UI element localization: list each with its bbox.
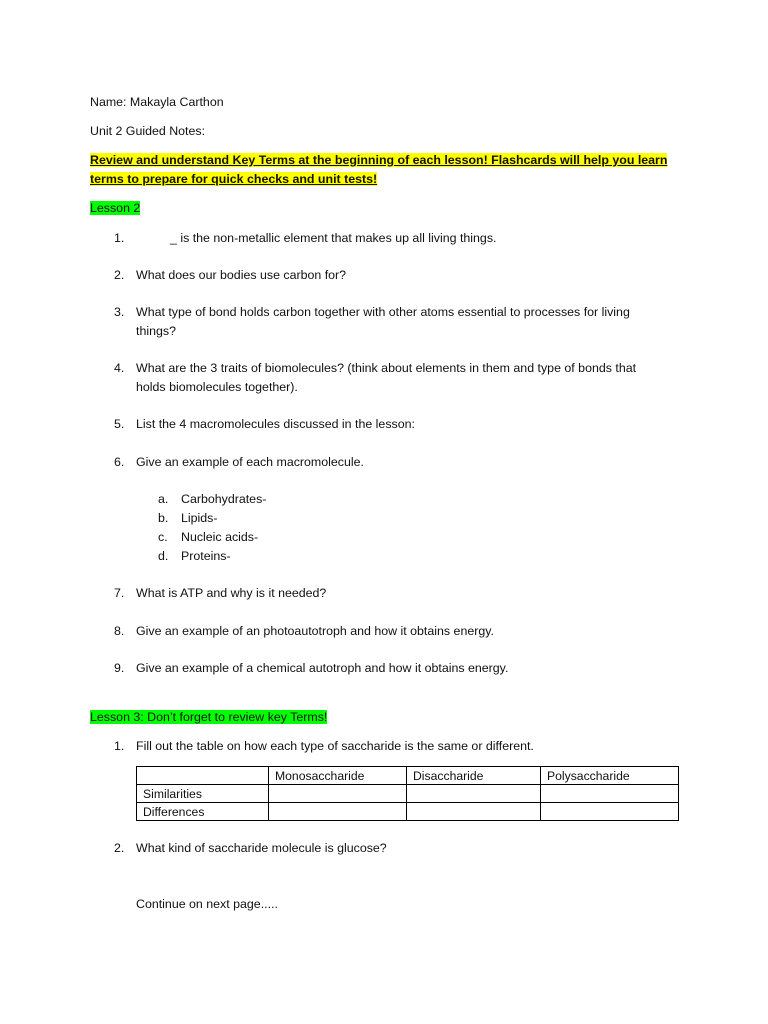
sub-item-carbohydrates: a. Carbohydrates- <box>158 492 267 506</box>
table-cell[interactable] <box>269 785 407 803</box>
lesson-2-heading: Lesson 2 <box>90 201 141 215</box>
table-row-label: Similarities <box>137 785 269 803</box>
table-cell[interactable] <box>541 785 679 803</box>
table-row <box>137 803 679 821</box>
sub-item-lipids: b. Lipids- <box>158 511 218 525</box>
table-header-cell: Disaccharide <box>407 767 541 785</box>
review-note-line-2: terms to prepare for quick checks and unit tests! <box>90 172 378 186</box>
table-header-cell: Monosaccharide <box>269 767 407 785</box>
table-cell[interactable] <box>269 803 407 821</box>
continue-note: Continue on next page..... <box>136 897 278 911</box>
unit-title: Unit 2 Guided Notes: <box>90 124 206 138</box>
table-cell[interactable] <box>407 785 541 803</box>
table-header-cell: Polysaccharide <box>541 767 679 785</box>
table-cell[interactable] <box>407 803 541 821</box>
table-row-label: Differences <box>137 803 269 821</box>
table-header-row <box>137 767 679 785</box>
student-name: Name: Makayla Carthon <box>90 95 224 109</box>
review-note-line-1: Review and understand Key Terms at the beginning of each lesson! Flashcards will help you learn <box>90 153 668 167</box>
document-page: Name: Makayla Carthon Unit 2 Guided Notes: Review and understand Key Terms at the beginning of each lesson! Flashcards will help you learn terms to prepare for quick checks and unit tests! Lesson 2 1. _ is the non-metallic element that makes up all living things. 2. What does our bodies use carbon for? 3. What type of bond holds carbon together with other atoms essential to processes for living things? 4. What are the 3 traits of biomolecules? (think about elements in them and type of bonds that holds biomolecules together). 5. List the 4 macromolecules discussed in the lesson: 6. Give an example of each macromolecule. a. Carbohydrates- b. Lipids- c. Nucleic acids- d. Proteins- 7. What is ATP and why is it needed? 8. Give an example of an photoautotroph and how it obtains energy. 9. Give an example of a chemical autotroph and how it obtains energy. Lesson 3: Don’t forget to review key Terms! 1. Fill out the table on how each type of saccharide is the same or different. Monosaccharide Disaccharide Polysaccharide Similarities Differences 2. What kind of saccharide molecule is glucose? Continue on next page..... <box>0 0 768 1024</box>
table-header-cell <box>137 767 269 785</box>
table-row <box>137 785 679 803</box>
sub-item-nucleic-acids: c. Nucleic acids- <box>158 530 259 544</box>
saccharide-table <box>136 766 679 821</box>
lesson-3-heading: Lesson 3: Don’t forget to review key Terms! <box>90 710 328 724</box>
table-cell[interactable] <box>541 803 679 821</box>
sub-item-proteins: d. Proteins- <box>158 549 231 563</box>
